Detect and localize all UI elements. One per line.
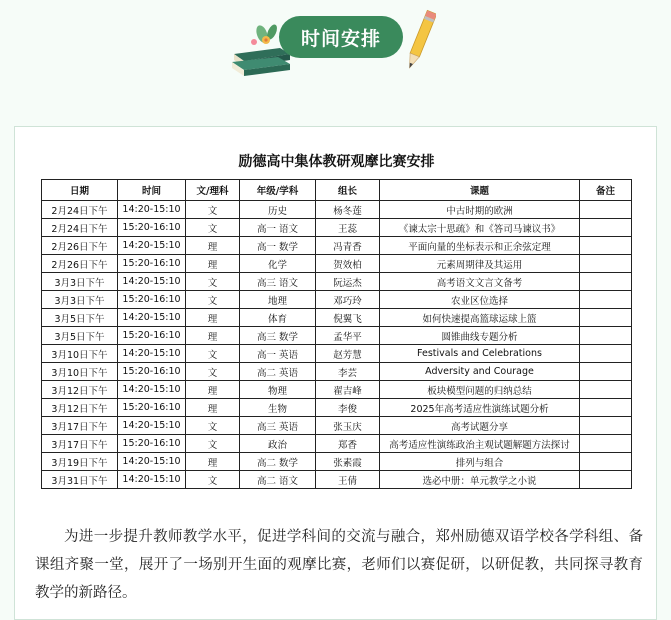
time-cell: 14:20-15:10 <box>118 345 186 363</box>
track-cell: 文 <box>186 417 240 435</box>
date-cell: 3月5日下午 <box>42 309 118 327</box>
time-cell: 14:20-15:10 <box>118 273 186 291</box>
header-topic: 课题 <box>380 180 580 201</box>
subject-cell: 高一 语文 <box>240 219 316 237</box>
subject-cell: 地理 <box>240 291 316 309</box>
subject-cell: 高二 数学 <box>240 453 316 471</box>
time-cell: 14:20-15:10 <box>118 381 186 399</box>
date-cell: 3月10日下午 <box>42 345 118 363</box>
topic-cell: 板块模型问题的归纳总结 <box>380 381 580 399</box>
header-time: 时间 <box>118 180 186 201</box>
subject-cell: 体育 <box>240 309 316 327</box>
date-cell: 3月3日下午 <box>42 291 118 309</box>
track-cell: 文 <box>186 273 240 291</box>
date-cell: 3月3日下午 <box>42 273 118 291</box>
header-notes: 备注 <box>580 180 632 201</box>
time-cell: 14:20-15:10 <box>118 201 186 219</box>
leader-cell: 阮运杰 <box>316 273 380 291</box>
track-cell: 文 <box>186 291 240 309</box>
notes-cell <box>580 453 632 471</box>
table-row <box>42 327 632 345</box>
topic-cell: 选必中册：单元教学之小说 <box>380 471 580 489</box>
topic-cell: 平面向量的坐标表示和正余弦定理 <box>380 237 580 255</box>
topic-cell: 圆锥曲线专题分析 <box>380 327 580 345</box>
track-cell: 文 <box>186 363 240 381</box>
leader-cell: 郑香 <box>316 435 380 453</box>
time-cell: 15:20-16:10 <box>118 291 186 309</box>
notes-cell <box>580 417 632 435</box>
subject-cell: 化学 <box>240 255 316 273</box>
topic-cell: 高考适应性演练政治主观试题解题方法探讨 <box>380 435 580 453</box>
date-cell: 3月5日下午 <box>42 327 118 345</box>
header-date: 日期 <box>42 180 118 201</box>
track-cell: 理 <box>186 399 240 417</box>
table-row <box>42 399 632 417</box>
subject-cell: 高一 数学 <box>240 237 316 255</box>
topic-cell: 农业区位选择 <box>380 291 580 309</box>
table-row <box>42 345 632 363</box>
subject-cell: 高三 英语 <box>240 417 316 435</box>
topic-cell: Festivals and Celebrations <box>380 345 580 363</box>
subject-cell: 高一 英语 <box>240 345 316 363</box>
time-cell: 15:20-16:10 <box>118 435 186 453</box>
notes-cell <box>580 363 632 381</box>
subject-cell: 高二 英语 <box>240 363 316 381</box>
header-leader: 组长 <box>316 180 380 201</box>
leader-cell: 王蕊 <box>316 219 380 237</box>
time-cell: 15:20-16:10 <box>118 219 186 237</box>
leader-cell: 贺效柏 <box>316 255 380 273</box>
notes-cell <box>580 399 632 417</box>
track-cell: 文 <box>186 471 240 489</box>
leader-cell: 杨冬莲 <box>316 201 380 219</box>
date-cell: 2月24日下午 <box>42 219 118 237</box>
track-cell: 理 <box>186 309 240 327</box>
leader-cell: 邓巧玲 <box>316 291 380 309</box>
time-cell: 14:20-15:10 <box>118 309 186 327</box>
schedule-card <box>14 126 657 620</box>
leader-cell: 张玉庆 <box>316 417 380 435</box>
topic-cell: 《谏太宗十思疏》和《答司马谏议书》 <box>380 219 580 237</box>
table-row <box>42 237 632 255</box>
leader-cell: 翟吉峰 <box>316 381 380 399</box>
pencil-icon <box>404 6 436 78</box>
table-row <box>42 381 632 399</box>
table-row <box>42 363 632 381</box>
subject-cell: 物理 <box>240 381 316 399</box>
date-cell: 3月31日下午 <box>42 471 118 489</box>
time-cell: 14:20-15:10 <box>118 453 186 471</box>
table-row <box>42 201 632 219</box>
notes-cell <box>580 273 632 291</box>
notes-cell <box>580 345 632 363</box>
track-cell: 文 <box>186 201 240 219</box>
leader-cell: 李芸 <box>316 363 380 381</box>
subject-cell: 政治 <box>240 435 316 453</box>
schedule-table <box>41 179 632 489</box>
topic-cell: Adversity and Courage <box>380 363 580 381</box>
track-cell: 文 <box>186 435 240 453</box>
date-cell: 3月19日下午 <box>42 453 118 471</box>
date-cell: 3月12日下午 <box>42 399 118 417</box>
banner-title: 时间安排 <box>279 16 403 58</box>
notes-cell <box>580 327 632 345</box>
table-row <box>42 291 632 309</box>
intro-paragraph: 为进一步提升教师教学水平，促进学科间的交流与融合，郑州励德双语学校各学科组、备课组齐聚一堂，展开了一场别开生面的观摩比赛，老师们以赛促研，以研促教，共同探寻教育教学的新路径。 <box>35 529 643 601</box>
date-cell: 2月26日下午 <box>42 255 118 273</box>
subject-cell: 高三 数学 <box>240 327 316 345</box>
notes-cell <box>580 255 632 273</box>
date-cell: 3月12日下午 <box>42 381 118 399</box>
leader-cell: 冯青香 <box>316 237 380 255</box>
date-cell: 2月24日下午 <box>42 201 118 219</box>
track-cell: 文 <box>186 345 240 363</box>
track-cell: 理 <box>186 453 240 471</box>
date-cell: 2月26日下午 <box>42 237 118 255</box>
topic-cell: 高考语文文言文备考 <box>380 273 580 291</box>
subject-cell: 高三 语文 <box>240 273 316 291</box>
leader-cell: 张素霞 <box>316 453 380 471</box>
time-cell: 14:20-15:10 <box>118 237 186 255</box>
section-header <box>0 0 671 80</box>
time-cell: 15:20-16:10 <box>118 255 186 273</box>
time-cell: 15:20-16:10 <box>118 327 186 345</box>
leader-cell: 赵芳慧 <box>316 345 380 363</box>
notes-cell <box>580 201 632 219</box>
track-cell: 理 <box>186 327 240 345</box>
topic-cell: 排列与组合 <box>380 453 580 471</box>
table-row <box>42 309 632 327</box>
table-header-row <box>42 180 632 201</box>
table-row <box>42 417 632 435</box>
subject-cell: 高二 语文 <box>240 471 316 489</box>
track-cell: 理 <box>186 381 240 399</box>
topic-cell: 2025年高考适应性演练试题分析 <box>380 399 580 417</box>
notes-cell <box>580 309 632 327</box>
leader-cell: 倪翼飞 <box>316 309 380 327</box>
time-cell: 15:20-16:10 <box>118 363 186 381</box>
header-subject: 年级/学科 <box>240 180 316 201</box>
leader-cell: 李俊 <box>316 399 380 417</box>
subject-cell: 生物 <box>240 399 316 417</box>
topic-cell: 中古时期的欧洲 <box>380 201 580 219</box>
time-cell: 15:20-16:10 <box>118 399 186 417</box>
topic-cell: 如何快速提高篮球运球上篮 <box>380 309 580 327</box>
date-cell: 3月10日下午 <box>42 363 118 381</box>
document-title: 励德高中集体教研观摩比赛安排 <box>238 154 435 170</box>
notes-cell <box>580 381 632 399</box>
topic-cell: 元素周期律及其运用 <box>380 255 580 273</box>
table-row <box>42 273 632 291</box>
notes-cell <box>580 471 632 489</box>
table-row <box>42 453 632 471</box>
track-cell: 理 <box>186 255 240 273</box>
leader-cell: 王倩 <box>316 471 380 489</box>
notes-cell <box>580 219 632 237</box>
notes-cell <box>580 435 632 453</box>
notes-cell <box>580 237 632 255</box>
leader-cell: 孟华平 <box>316 327 380 345</box>
track-cell: 理 <box>186 237 240 255</box>
track-cell: 文 <box>186 219 240 237</box>
table-row <box>42 471 632 489</box>
time-cell: 14:20-15:10 <box>118 471 186 489</box>
notes-cell <box>580 291 632 309</box>
subject-cell: 历史 <box>240 201 316 219</box>
table-row <box>42 219 632 237</box>
date-cell: 3月17日下午 <box>42 417 118 435</box>
time-cell: 14:20-15:10 <box>118 417 186 435</box>
topic-cell: 高考试题分享 <box>380 417 580 435</box>
date-cell: 3月17日下午 <box>42 435 118 453</box>
table-row <box>42 255 632 273</box>
header-track: 文/理科 <box>186 180 240 201</box>
table-row <box>42 435 632 453</box>
